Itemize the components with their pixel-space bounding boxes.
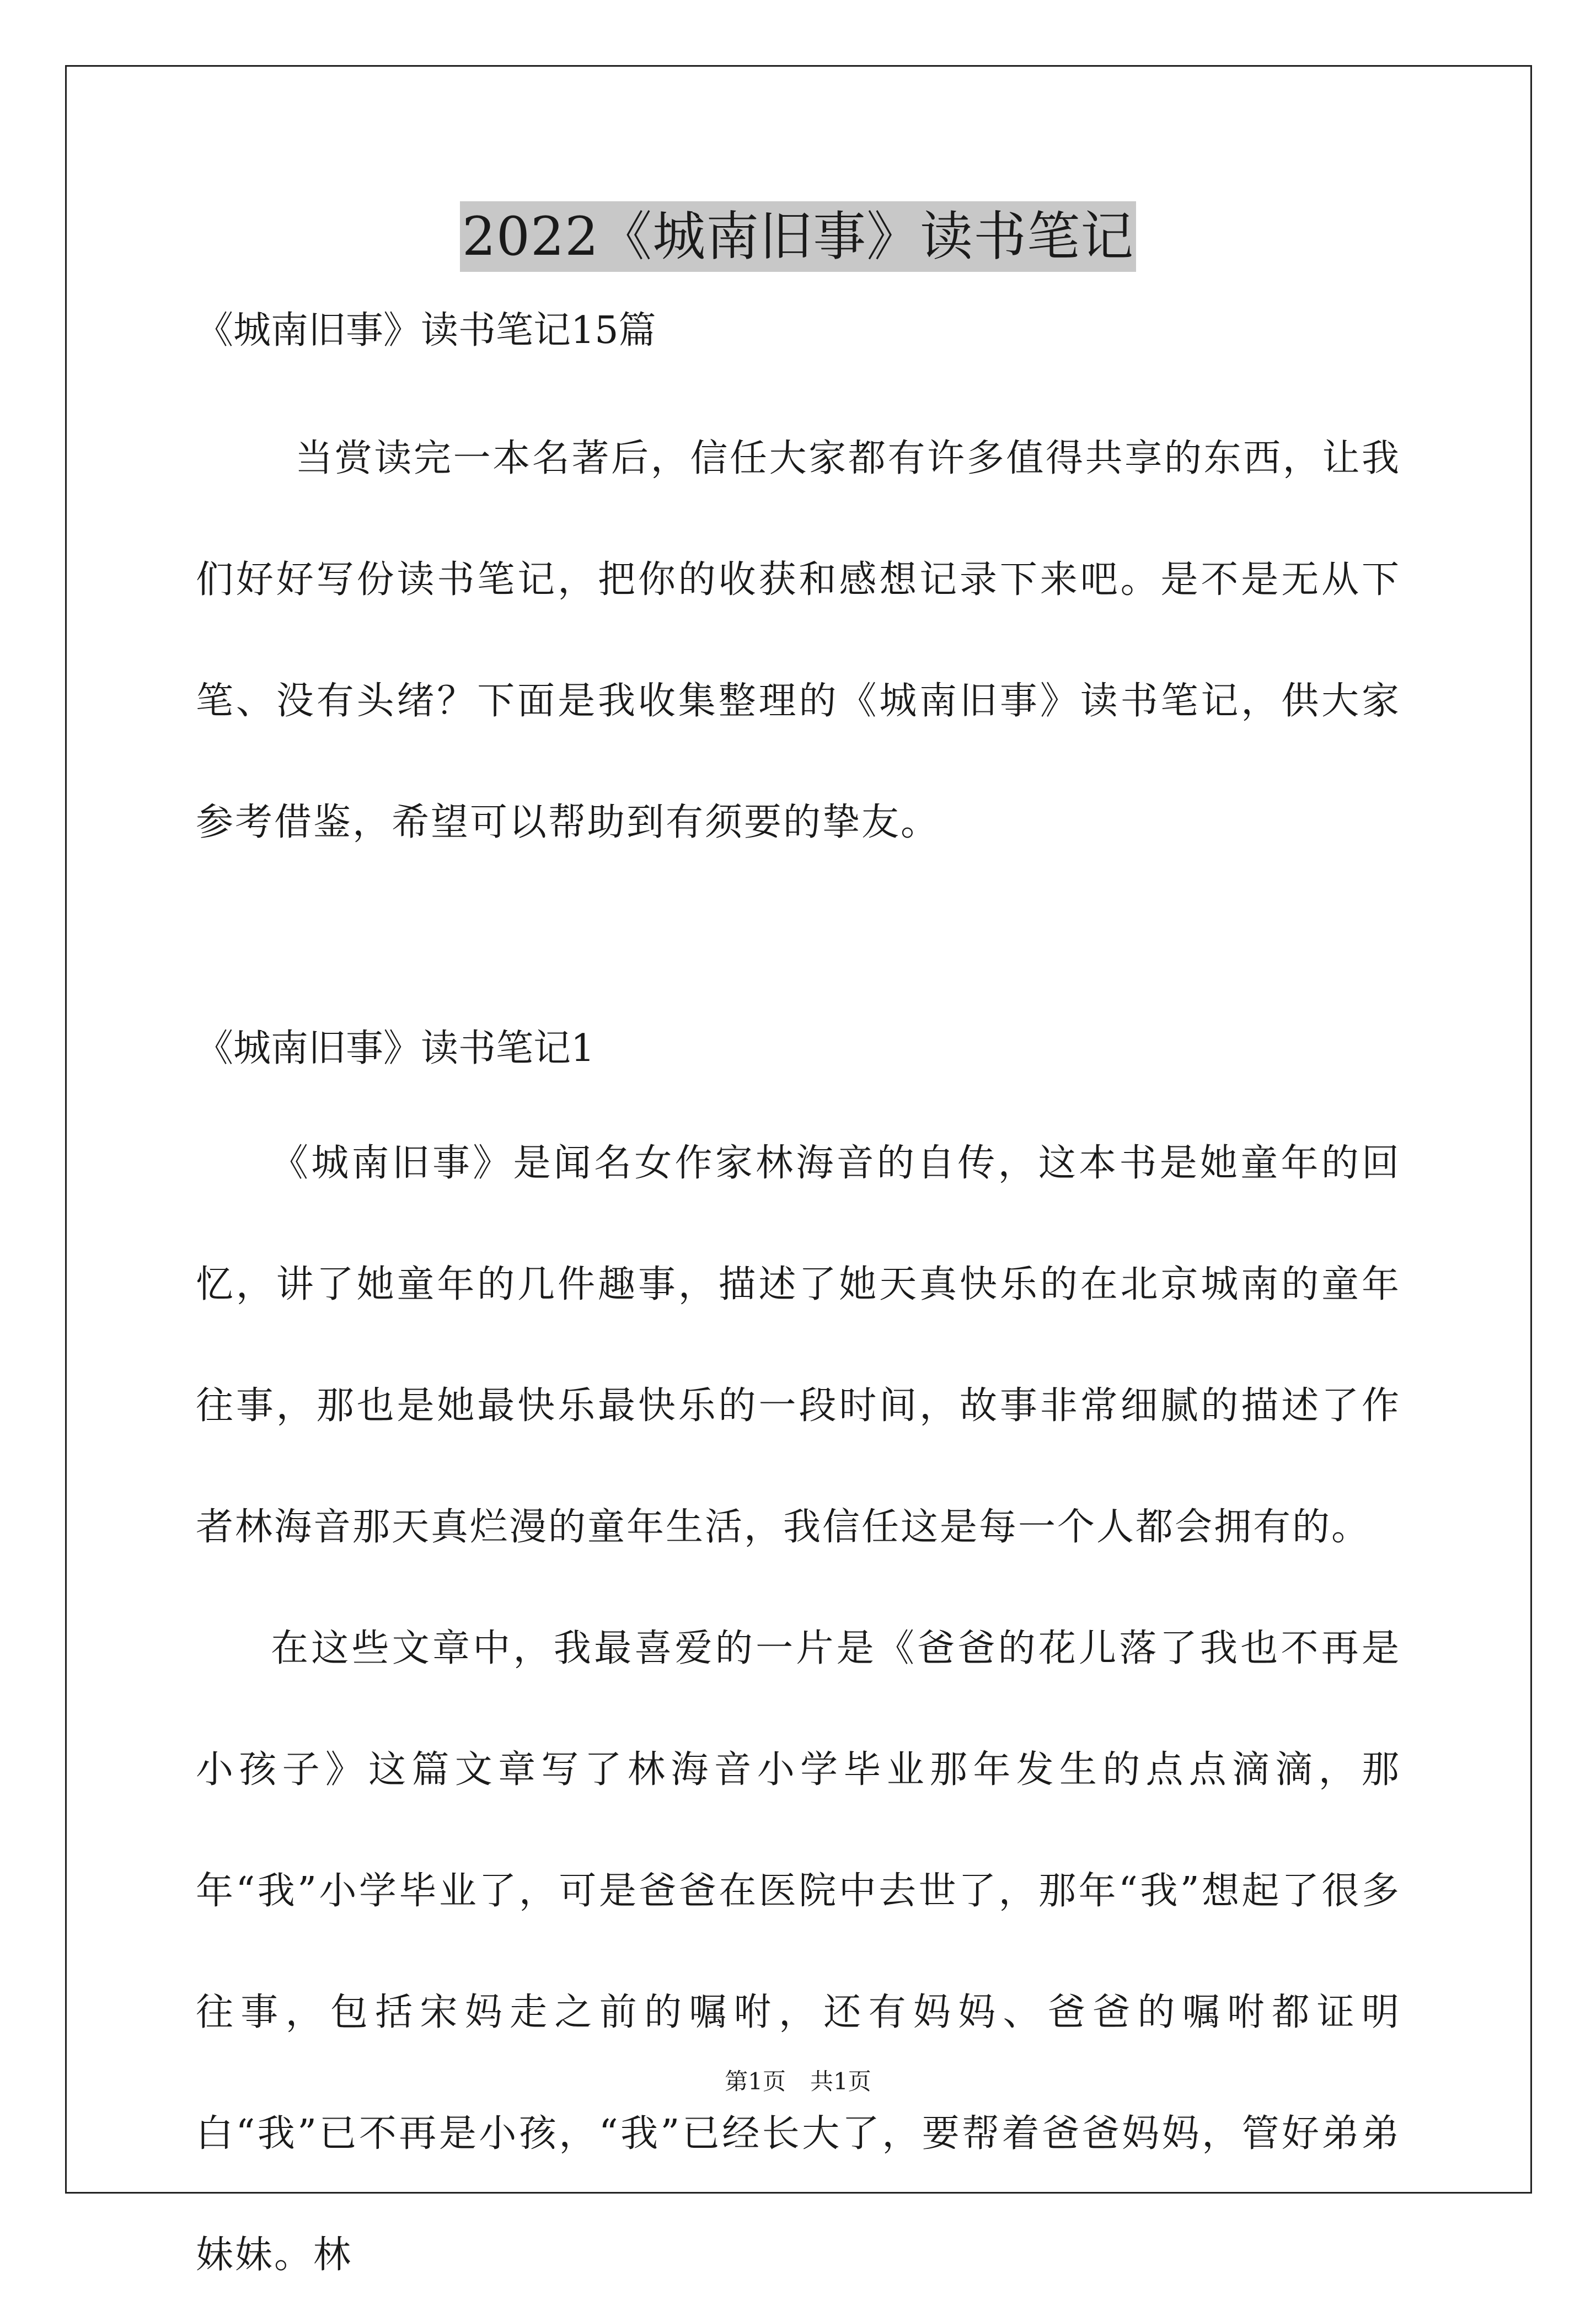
document-subtitle: 《城南旧事》读书笔记15篇 [196, 309, 656, 352]
body-paragraph: 《城南旧事》是闻名女作家林海音的自传，这本书是她童年的回忆，讲了她童年的几件趣事，描述了她天真快乐的在北京城南的童年往事，那也是她最快乐最快乐的一段时间，故事非常细腻的描述了作者林海音那天真烂漫的童年生活，我信任这是每一个人都会拥有的。 [196, 1141, 1401, 1549]
section-heading: 《城南旧事》读书笔记1 [196, 1027, 595, 1070]
page-number: 第1页 [725, 2068, 786, 2095]
title-container [0, 201, 1596, 272]
page-footer [0, 2065, 1596, 2098]
document-body [196, 303, 1401, 2316]
body-paragraph: 在这些文章中，我最喜爱的一片是《爸爸的花儿落了我也不再是小孩子》这篇文章写了林海音小学毕业那年发生的点点滴滴，那年“我”小学毕业了，可是爸爸在医院中去世了，那年“我”想起了很多往事，包括宋妈走之前的嘱咐，还有妈妈、爸爸的嘱咐都证明白“我”已不再是小孩，“我”已经长大了，要帮着爸爸妈妈，管好弟弟妹妹。林 [196, 1627, 1401, 2277]
document-title: 2022《城南旧事》读书笔记 [460, 201, 1136, 272]
page-total: 共1页 [810, 2068, 871, 2095]
intro-paragraph: 当赏读完一本名著后，信任大家都有许多值得共享的东西，让我们好好写份读书笔记，把你的收获和感想记录下来吧。是不是无从下笔、没有头绪？下面是我收集整理的《城南旧事》读书笔记，供大家参考借鉴，希望可以帮助到有须要的挚友。 [196, 437, 1401, 844]
